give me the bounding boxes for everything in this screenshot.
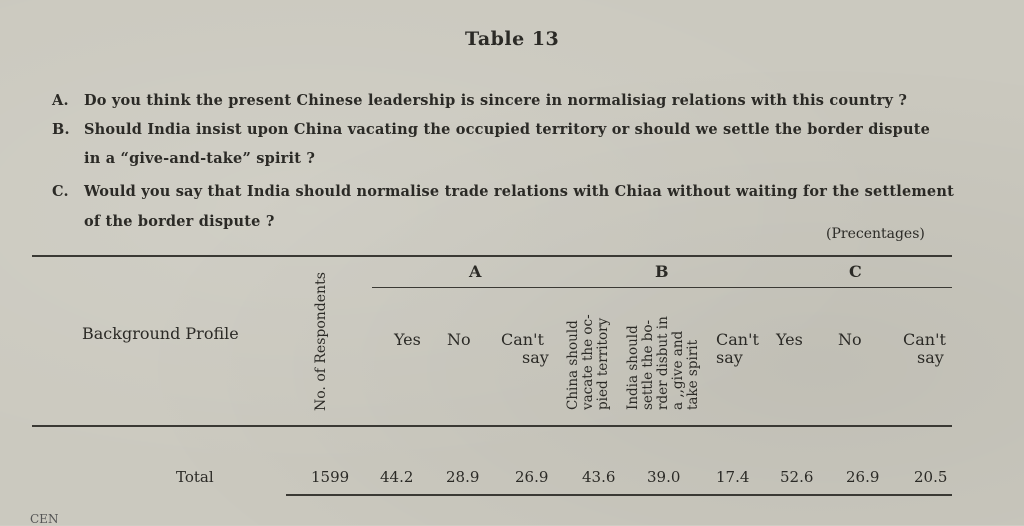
col-header-a-say: say: [522, 348, 549, 367]
col-header-c-say: say: [917, 348, 944, 367]
col-header-respondents: No. of Respondents: [313, 272, 329, 411]
question-a-text: Do you think the present Chinese leadership is sincere in normalisiag relations with this country ?: [84, 92, 908, 109]
group-underline-rule: [372, 287, 952, 288]
b-settle-line5: take spirit: [685, 339, 701, 410]
question-a-letter: A.: [52, 92, 69, 109]
total-b-vacate: 43.6: [582, 468, 616, 486]
col-header-b-cant: Can't: [716, 330, 759, 349]
b-vacate-line3: pied territory: [595, 317, 611, 410]
b-vacate-line2: vacate the oc-: [580, 314, 596, 410]
total-c-cant: 20.5: [914, 468, 948, 486]
row-header-background-profile: Background Profile: [82, 324, 239, 343]
total-a-no: 28.9: [446, 468, 480, 486]
question-b-line2: in a “give-and-take” spirit ?: [84, 150, 316, 167]
total-a-yes: 44.2: [380, 468, 414, 486]
total-b-settle: 39.0: [647, 468, 681, 486]
total-c-no: 26.9: [846, 468, 880, 486]
b-settle-line1: India should: [625, 325, 641, 410]
b-settle-line3: rder disbut in: [655, 316, 671, 410]
col-header-b-vacate: [566, 296, 611, 410]
col-header-c-yes: Yes: [776, 330, 803, 349]
total-b-cant: 17.4: [716, 468, 750, 486]
col-header-a-no: No: [447, 330, 471, 349]
table-bottom-rule: [286, 494, 952, 496]
table-top-rule: [32, 255, 952, 257]
question-a: [52, 92, 907, 109]
b-settle-line2: settle the bo-: [640, 319, 656, 410]
question-c-text-line1: Would you say that India should normalise trade relations with Chiaa without waiting for the settlement: [84, 183, 954, 200]
col-header-b-say: say: [716, 348, 743, 367]
total-c-yes: 52.6: [780, 468, 814, 486]
col-header-c-cant: Can't: [903, 330, 946, 349]
question-b: [52, 121, 930, 138]
total-row-label: Total: [176, 468, 214, 486]
b-vacate-line1: China should: [565, 320, 581, 410]
question-c-line2: of the border dispute ?: [84, 213, 275, 230]
col-header-a-yes: Yes: [394, 330, 421, 349]
question-b-text-line1: Should India insist upon China vacating the occupied territory or should we settle the border dispute: [84, 121, 931, 138]
total-a-cant: 26.9: [515, 468, 549, 486]
question-c-letter: C.: [52, 183, 69, 200]
group-header-a: A: [469, 262, 482, 281]
col-header-b-settle: [626, 296, 701, 410]
footer-fragment: CEN: [30, 512, 59, 526]
question-b-letter: B.: [52, 121, 70, 138]
percentages-note: (Precentages): [826, 226, 925, 242]
b-settle-line4: a ,,give and: [670, 330, 686, 410]
col-header-c-no: No: [838, 330, 862, 349]
group-header-c: C: [849, 262, 862, 281]
table-title: Table 13: [465, 28, 560, 50]
header-bottom-rule: [32, 425, 952, 427]
col-header-a-cant: Can't: [501, 330, 544, 349]
group-header-b: B: [655, 262, 669, 281]
question-c: [52, 183, 954, 200]
total-respondents: 1599: [311, 468, 350, 486]
